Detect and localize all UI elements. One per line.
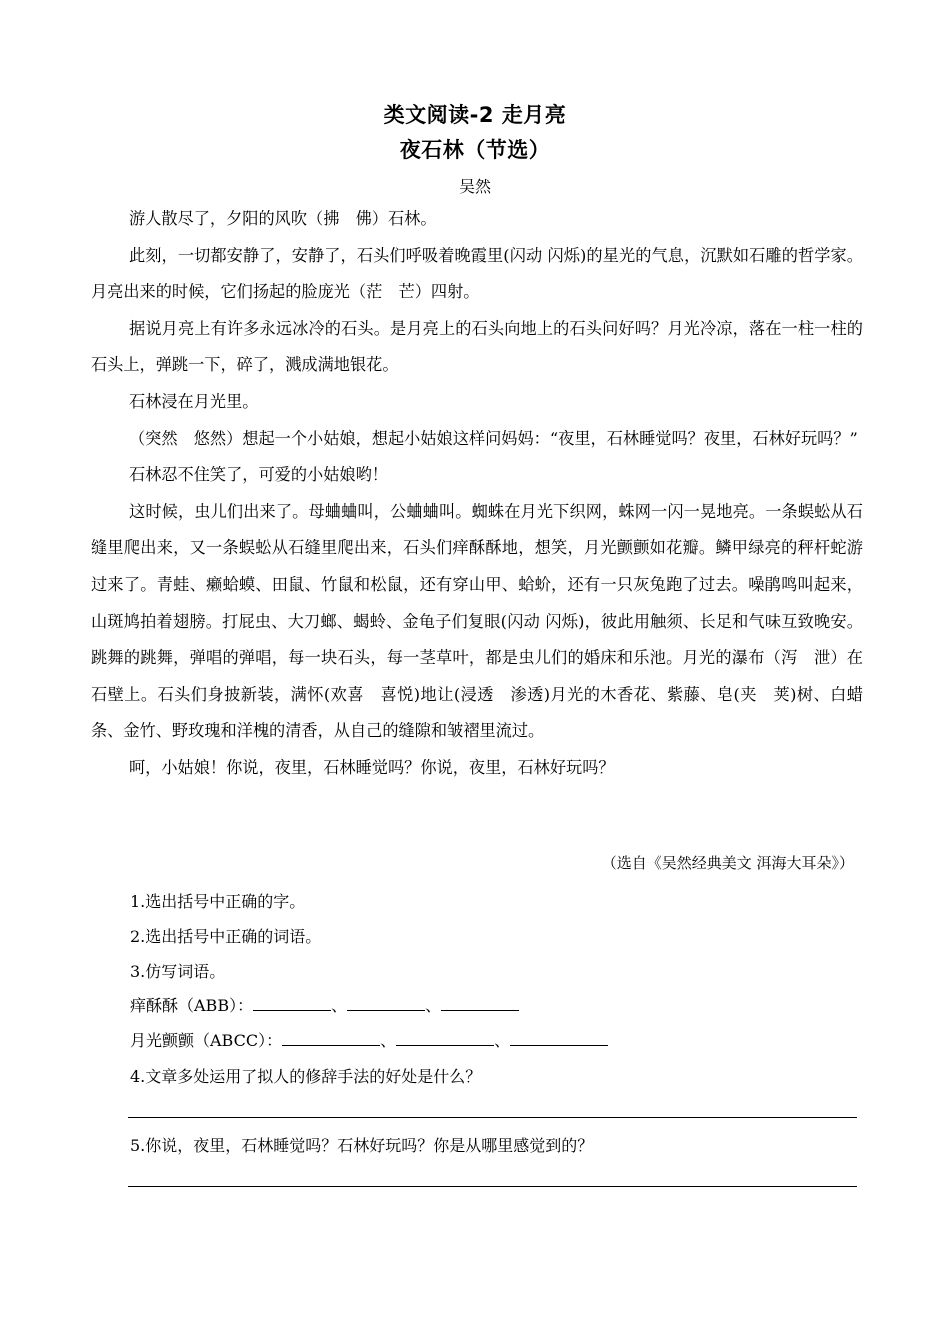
- answer-blank[interactable]: [282, 1031, 380, 1046]
- separator: 、: [494, 1031, 511, 1050]
- question-5: 5.你说，夜里，石林睡觉吗？石林好玩吗？你是从哪里感觉到的？: [130, 1136, 594, 1155]
- answer-blank[interactable]: [441, 996, 519, 1011]
- answer-line[interactable]: [128, 1117, 857, 1118]
- paragraph: 游人散尽了，夕阳的风吹（拂 佛）石林。: [129, 209, 437, 228]
- passage-source: （选自《吴然经典美文 洱海大耳朵》）: [601, 854, 854, 872]
- paragraph: 石林忍不住笑了，可爱的小姑娘哟！: [129, 465, 388, 485]
- passage-body: [91, 201, 863, 787]
- separator: 、: [331, 996, 348, 1015]
- abb-label: 痒酥酥（ABB）：: [130, 996, 254, 1015]
- passage-title: 夜石林（节选）: [399, 138, 551, 162]
- question-4: 4.文章多处运用了拟人的修辞手法的好处是什么？: [130, 1067, 482, 1086]
- separator: 、: [425, 996, 442, 1015]
- paragraph: 此刻，一切都安静了，安静了，石头们呼吸着晚霞里(闪动 闪烁)的星光的气息，沉默如石雕的哲学家。月亮出来的时候，它们扬起的脸庞光（茫 芒）四射。: [91, 245, 863, 302]
- page-title: 类文阅读-2 走月亮: [383, 103, 567, 127]
- question-3-abcc-row: [130, 1028, 608, 1051]
- paragraph: 呵，小姑娘！你说，夜里，石林睡觉吗？你说，夜里，石林好玩吗？: [129, 757, 615, 777]
- answer-blank[interactable]: [347, 996, 425, 1011]
- paragraph: 据说月亮上有许多永远冰冷的石头。是月亮上的石头向地上的石头问好吗？月光冷凉，落在一柱一柱的石头上，弹跳一下，碎了，溅成满地银花。: [91, 318, 863, 375]
- separator: 、: [380, 1031, 397, 1050]
- passage-author: 吴然: [458, 177, 491, 196]
- answer-line[interactable]: [128, 1186, 857, 1187]
- paragraph: 这时候，虫儿们出来了。母蛐蛐叫，公蛐蛐叫。蜘蛛在月光下织网，蛛网一闪一晃地亮。一条蜈蚣从石缝里爬出来，又一条蜈蚣从石缝里爬出来，石头们痒酥酥地，想笑，月光颤颤如花瓣。鳞甲绿亮的秤杆蛇游过来了。青蛙、癞蛤蟆、田鼠、竹鼠和松鼠，还有穿山甲、蛤蚧，还有一只灰兔跑了过去。噪鹃鸣叫起来，山斑鸠拍着翅膀。打屁虫、大刀螂、蝎蛉、金龟子们复眼(闪动 闪烁)，彼此用触须、长足和气味互致晚安。跳舞的跳舞，弹唱的弹唱，每一块石头，每一茎草叶，都是虫儿们的婚床和乐池。月光的瀑布（泻 泄）在石壁上。石头们身披新装，满怀(欢喜 喜悦)地让(浸透 渗透)月光的木香花、紫藤、皂(夹 荚)树、白蜡条、金竹、野玫瑰和洋槐的清香，从自己的缝隙和皱褶里流过。: [91, 501, 863, 741]
- answer-blank[interactable]: [396, 1031, 494, 1046]
- answer-blank[interactable]: [510, 1031, 608, 1046]
- question-3: 3.仿写词语。: [130, 962, 226, 981]
- question-3-abb-row: [130, 993, 519, 1016]
- paragraph: 石林浸在月光里。: [129, 391, 259, 411]
- abcc-label: 月光颤颤（ABCC）：: [130, 1031, 283, 1050]
- question-1: 1.选出括号中正确的字。: [130, 892, 306, 911]
- answer-blank[interactable]: [253, 996, 331, 1011]
- question-2: 2.选出括号中正确的词语。: [130, 927, 322, 946]
- paragraph: （突然 悠然）想起一个小姑娘，想起小姑娘这样问妈妈：“夜里，石林睡觉吗？夜里，石林好玩吗？”: [129, 428, 858, 448]
